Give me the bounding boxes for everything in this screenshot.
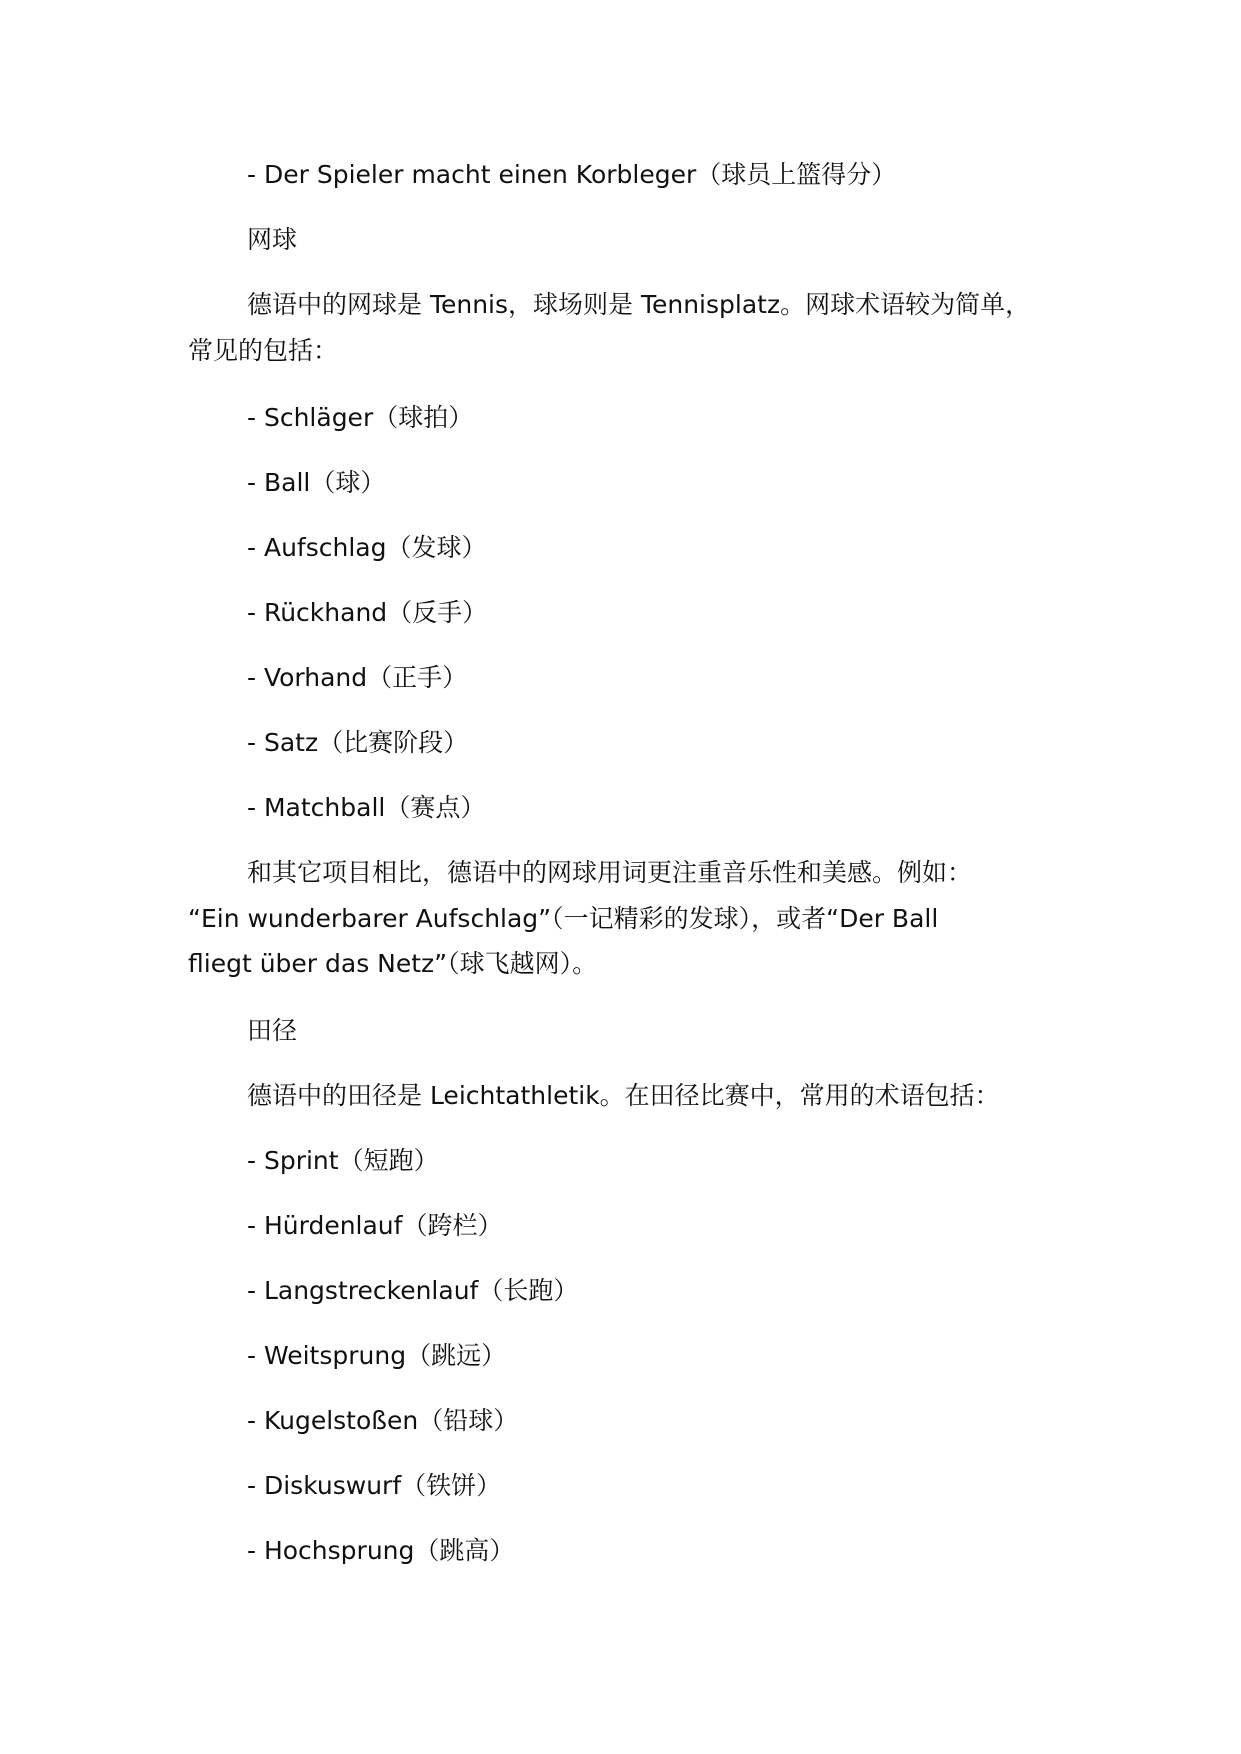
- list-item: - Sprint（短跑）: [247, 1146, 439, 1175]
- paragraph-line: 德语中的网球是 Tennis，球场则是 Tennisplatz。网球术语较为简单，: [247, 290, 1031, 319]
- list-item: - Hochsprung（跳高）: [247, 1536, 515, 1565]
- paragraph-line: 和其它项目相比，德语中的网球用词更注重音乐性和美感。例如：: [247, 858, 973, 887]
- list-item: - Der Spieler macht einen Korbleger（球员上篮得分）: [247, 160, 897, 189]
- list-item: - Langstreckenlauf（长跑）: [247, 1276, 579, 1305]
- paragraph-line: “Ein wunderbarer Aufschlag”（一记精彩的发球），或者“Der Ball: [188, 904, 939, 933]
- list-item: - Kugelstoßen（铅球）: [247, 1406, 519, 1435]
- list-item: - Satz（比赛阶段）: [247, 728, 469, 757]
- list-item: - Ball（球）: [247, 468, 386, 497]
- list-item: - Vorhand（正手）: [247, 663, 468, 692]
- paragraph-line: 德语中的田径是 Leichtathletik。在田径比赛中，常用的术语包括：: [247, 1081, 1000, 1110]
- list-item: - Schläger（球拍）: [247, 403, 474, 432]
- section-heading-tennis: 网球: [247, 225, 298, 254]
- list-item: - Rückhand（反手）: [247, 598, 488, 627]
- list-item: - Hürdenlauf（跨栏）: [247, 1211, 503, 1240]
- section-heading-athletics: 田径: [247, 1016, 298, 1045]
- list-item: - Diskuswurf（铁饼）: [247, 1471, 502, 1500]
- list-item: - Matchball（赛点）: [247, 793, 486, 822]
- list-item: - Weitsprung（跳远）: [247, 1341, 507, 1370]
- list-item: - Aufschlag（发球）: [247, 533, 487, 562]
- paragraph-line: 常见的包括：: [188, 336, 339, 365]
- paragraph-line: fliegt über das Netz”（球飞越网）。: [188, 949, 598, 978]
